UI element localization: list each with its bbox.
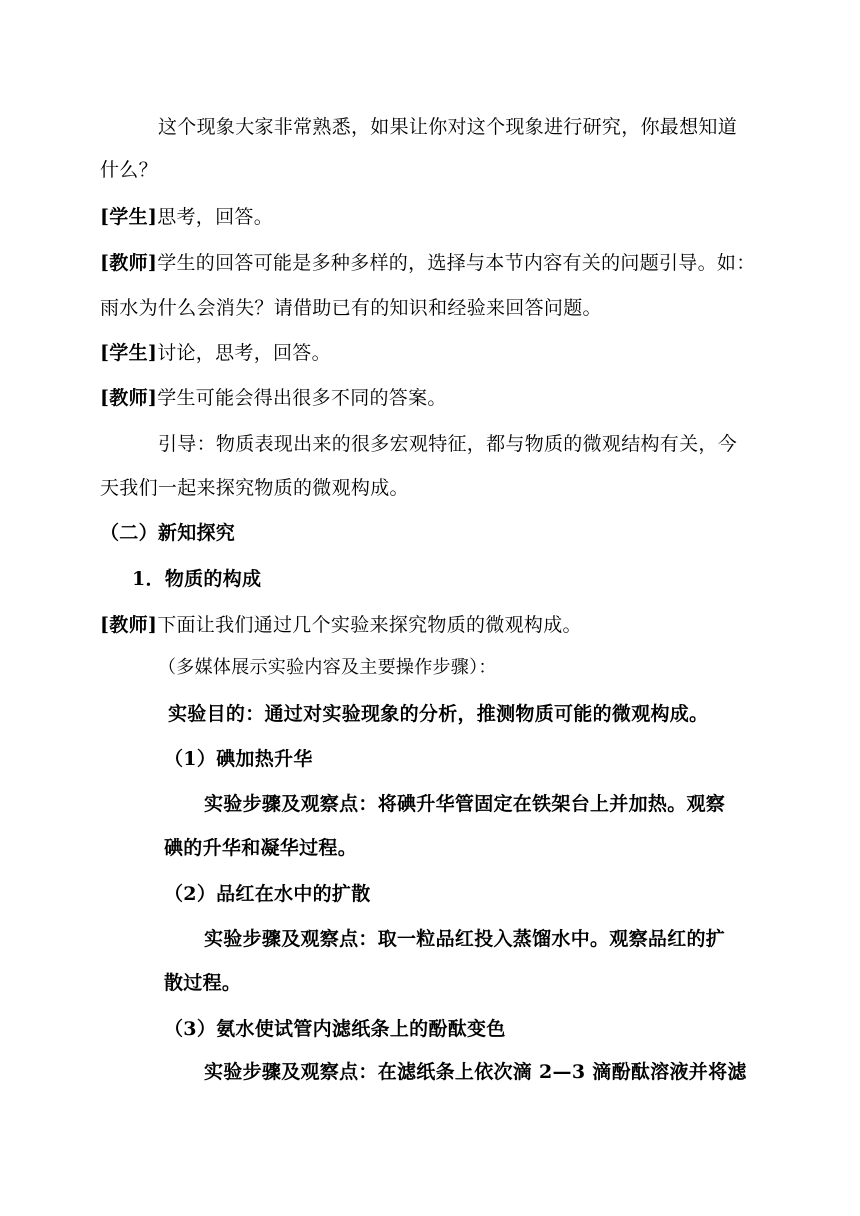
experiment-title: （1）碘加热升华 [164,748,313,770]
speaker-label-teacher: [教师] [100,614,158,636]
paragraph-line: 天我们一起来探究物质的微观构成。 [100,477,409,499]
experiment-title: （2）品红在水中的扩散 [164,883,371,905]
dialogue-text: 下面让我们通过几个实验来探究物质的微观构成。 [157,614,582,636]
dialogue-line [100,610,582,640]
dialogue-text: 学生的回答可能是多种多样的，选择与本节内容有关的问题引导。如： [157,252,756,274]
dialogue-line [100,383,447,413]
dialogue-text: 思考，回答。 [157,206,273,228]
paragraph-line: 什么？ [100,159,158,181]
experiment-step-line: 实验步骤及观察点：在滤纸条上依次滴 2—3 滴酚酞溶液并将滤 [204,1061,747,1083]
dialogue-line [100,338,331,368]
speaker-label-student: [学生] [100,342,158,364]
paragraph-line: （多媒体展示实验内容及主要操作步骤）： [158,657,497,678]
dialogue-line [100,202,273,232]
speaker-label-student: [学生] [100,206,158,228]
paragraph-line: 这个现象大家非常熟悉，如果让你对这个现象进行研究，你最想知道 [158,116,738,138]
speaker-label-teacher: [教师] [100,387,158,409]
experiment-step-line: 碘的升华和凝华过程。 [164,837,358,859]
experiment-step-line: 实验步骤及观察点：将碘升华管固定在铁架台上并加热。观察 [204,793,726,815]
dialogue-line [100,248,756,278]
experiment-step-line: 散过程。 [164,972,242,994]
experiment-purpose: 实验目的：通过对实验现象的分析，推测物质可能的微观构成。 [168,703,709,725]
section-heading: （二）新知探究 [100,522,236,544]
subsection-heading: 1．物质的构成 [132,568,262,590]
speaker-label-teacher: [教师] [100,252,158,274]
paragraph-line: 雨水为什么会消失？请借助已有的知识和经验来回答问题。 [100,297,602,319]
experiment-step-line: 实验步骤及观察点：取一粒品红投入蒸馏水中。观察品红的扩 [204,928,726,950]
dialogue-text: 讨论，思考，回答。 [157,342,331,364]
paragraph-line: 引导：物质表现出来的很多宏观特征，都与物质的微观结构有关，今 [158,433,738,455]
experiment-title: （3）氨水使试管内滤纸条上的酚酞变色 [164,1018,506,1040]
dialogue-text: 学生可能会得出很多不同的答案。 [157,387,447,409]
